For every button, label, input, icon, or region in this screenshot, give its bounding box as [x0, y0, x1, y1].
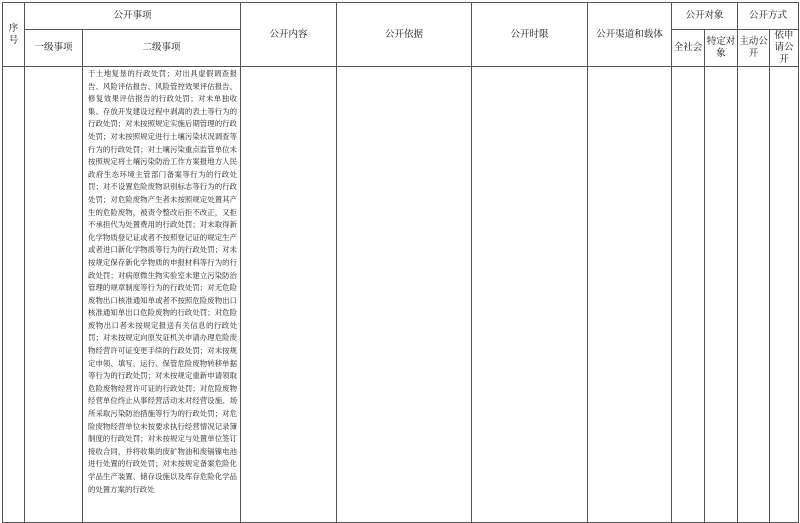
cell-level1 — [25, 67, 83, 523]
header-level2: 二级事项 — [83, 30, 241, 67]
header-seq-label: 序号 — [8, 22, 19, 46]
header-method: 公开方式 — [738, 3, 799, 30]
level2-matters-text: 于土地复垦的行政处罚；对出具虚假调查报告、风险评估报告、风险管控效果评估报告、修复效果评估报告的行政处罚；对未单独收集、存放开发建设过程中剥离的表土等行为的行政处罚；对未按照规定实施后期管理的行政处罚；对未按照规定进行土壤污染状况调查等行为的行政处罚；对土壤污染重点监管单位未按照规定将土壤污染防治工作方案报地方人民政府生态环境主管部门备案等行为的行政处罚；对不设置危险废物识别标志等行为的行政处罚；对危险废物产生者未按照规定处置其产生的危险废物，被责令整改后拒不改正，又拒不承担代为处置费用的行政处罚；对未取得新化学物质登记证或者不按照登记证的规定生产或者进口新化学物质等行为的行政处罚；对未按规定保存新化学物质的申报材料等行为的行政处罚；对病原微生物实验室未建立污染防治管理的规章制度等行为的行政处罚；对无危险废物出口核准通知单或者不按照危险废物出口核准通知单出口危险废物的行政处罚；对危险废物出口者未按规定报送有关信息的行政处罚；对未按规定向原发证机关申请办理危险废物经营许可证变更手续的行政处罚；对未按规定申领、填写、运行、保管危险废物转移单据等行为的行政处罚；对未按规定重新申请领取危险废物经营许可证的行政处罚；对危险废物经营单位终止从事经营活动未对经营设施、场所采取污染防治措施等行为的行政处罚；对危险废物经营单位未按要求执行经营情况记录簿制度的行政处罚；对未按规定与处置单位签订接收合同，并将收集的废矿物油和废镉镍电池进行处置的行政处罚；对未按规定备案危险化学品生产装置、储存设施以及库存危险化学品的处置方案的行政处 — [88, 69, 238, 494]
header-content: 公开内容 — [241, 3, 337, 67]
header-seq — [3, 3, 25, 67]
header-row-1 — [3, 3, 799, 30]
cell-content — [241, 67, 337, 523]
cell-on-request — [770, 67, 799, 523]
header-level1: 一级事项 — [25, 30, 83, 67]
cell-specific-target — [705, 67, 738, 523]
cell-level2 — [83, 67, 241, 523]
header-public-matters: 公开事项 — [25, 3, 241, 30]
header-target: 公开对象 — [672, 3, 738, 30]
header-active: 主动公开 — [738, 30, 770, 67]
header-channel: 公开渠道和载体 — [588, 3, 672, 67]
header-on-request: 依申请公开 — [770, 30, 799, 67]
header-specific-target: 特定对象 — [705, 30, 738, 67]
header-time-limit: 公开时限 — [472, 3, 588, 67]
table-row — [3, 67, 799, 523]
cell-channel — [588, 67, 672, 523]
cell-seq — [3, 67, 25, 523]
cell-basis — [337, 67, 472, 523]
cell-time-limit — [472, 67, 588, 523]
header-whole-society: 全社会 — [672, 30, 705, 67]
header-basis: 公开依据 — [337, 3, 472, 67]
cell-whole-society — [672, 67, 705, 523]
cell-active — [738, 67, 770, 523]
disclosure-table — [2, 2, 799, 523]
